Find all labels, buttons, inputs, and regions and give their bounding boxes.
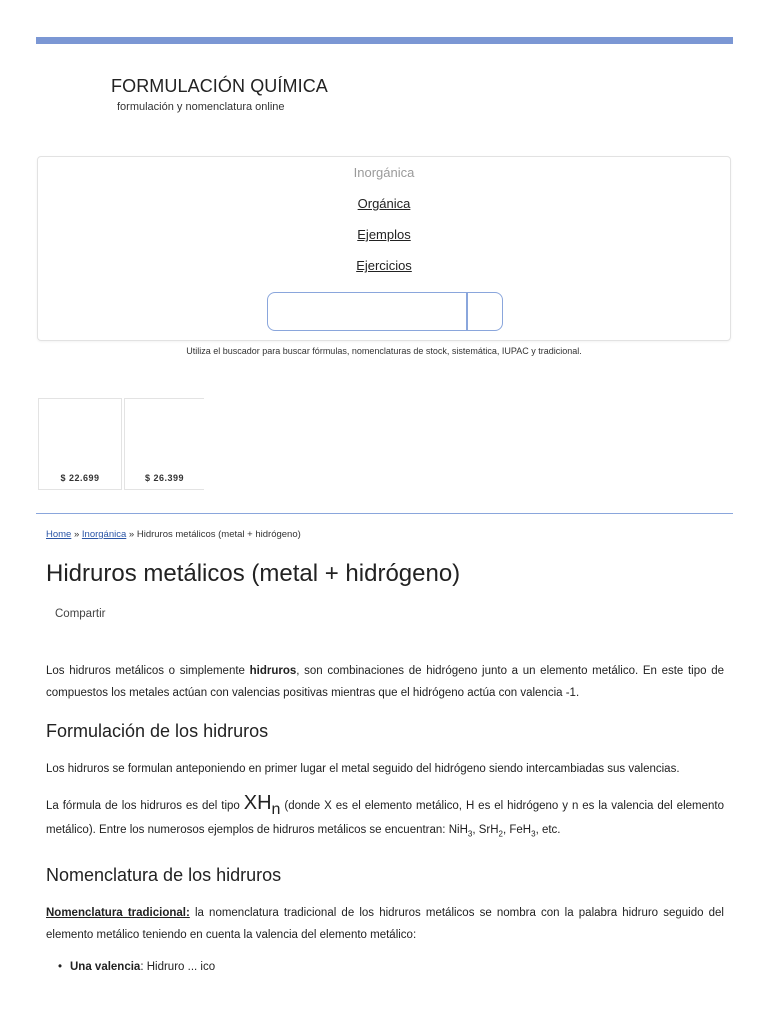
example-subscript: 3 bbox=[531, 829, 536, 839]
nomenclatura-label: Nomenclatura tradicional: bbox=[46, 907, 190, 919]
valencia-list bbox=[70, 961, 215, 973]
list-item-term: Una valencia bbox=[70, 961, 141, 973]
example-separator: , bbox=[472, 824, 479, 836]
list-item bbox=[70, 961, 215, 973]
share-button[interactable]: Compartir bbox=[55, 608, 106, 620]
example-formula: FeH bbox=[509, 824, 532, 836]
breadcrumb-separator: » bbox=[126, 529, 137, 540]
top-accent-bar bbox=[36, 37, 733, 44]
example-subscript: 3 bbox=[467, 829, 473, 839]
breadcrumb-current: Hidruros metálicos (metal + hidrógeno) bbox=[136, 529, 301, 540]
section-heading-formulacion: Formulación de los hidruros bbox=[46, 721, 269, 741]
intro-paragraph bbox=[46, 660, 724, 704]
nav-item-inorganica[interactable]: Inorgánica bbox=[353, 165, 415, 180]
example-subscript: 2 bbox=[498, 829, 503, 839]
section-heading-nomenclatura: Nomenclatura de los hidruros bbox=[46, 865, 282, 885]
intro-text-continued: , son combinaciones de hidrógeno junto a un elemento metálico. En este tipo de compuestos los metales actúan con valencias positivas mientras que el hidrógeno actúa con valencia -1. bbox=[46, 665, 724, 699]
nav-item-organica[interactable]: Orgánica bbox=[357, 196, 411, 211]
page-title: Hidruros metálicos (metal + hidrógeno) bbox=[46, 560, 461, 587]
list-item-text: : Hidruro ... ico bbox=[140, 961, 216, 973]
formula-subscript: n bbox=[271, 801, 281, 818]
example-formula: NiH bbox=[448, 824, 468, 836]
nav-item-ejercicios[interactable]: Ejercicios bbox=[356, 258, 412, 273]
nav-item-ejemplos[interactable]: Ejemplos bbox=[357, 227, 411, 242]
breadcrumb bbox=[46, 529, 301, 540]
search-hint: Utiliza el buscador para buscar fórmulas, nomenclaturas de stock, sistemática, IUPAC y tradicional. bbox=[186, 346, 582, 356]
example-end: , etc. bbox=[535, 824, 561, 836]
nomenclatura-paragraph bbox=[46, 902, 724, 946]
example-formula: SrH bbox=[478, 824, 499, 836]
general-formula bbox=[243, 792, 281, 818]
example-separator: , bbox=[502, 824, 510, 836]
formulacion-paragraph: Los hidruros se formulan anteponiendo en primer lugar el metal seguido del hidrógeno siendo intercambiadas sus valencias. bbox=[46, 763, 680, 775]
breadcrumb-separator: » bbox=[71, 529, 82, 540]
breadcrumb-inorganica-link[interactable]: Inorgánica bbox=[81, 529, 127, 540]
formula-intro-text: La fórmula de los hidruros es del tipo bbox=[46, 800, 244, 812]
ad-price: $ 22.699 bbox=[60, 473, 100, 483]
site-title[interactable]: FORMULACIÓN QUÍMICA bbox=[111, 76, 328, 96]
ad-product-card[interactable] bbox=[38, 398, 122, 490]
formula-main: XH bbox=[243, 792, 272, 814]
nomenclatura-text: la nomenclatura tradicional de los hidruros metálicos se nombra con la palabra hidruro seguido del elemento metálico teniendo en cuenta la valencia del elemento metálico: bbox=[46, 907, 724, 941]
section-divider bbox=[36, 513, 733, 514]
ad-product-card[interactable] bbox=[124, 398, 204, 490]
ad-price: $ 26.399 bbox=[144, 473, 185, 483]
intro-text: Los hidruros metálicos o simplemente bbox=[46, 665, 250, 677]
site-tagline: formulación y nomenclatura online bbox=[117, 101, 285, 113]
main-navigation bbox=[37, 156, 731, 341]
formula-explanation: (donde X es el elemento metálico, H es el hidrógeno y n es la valencia del elemento metálico). Entre los numerosos ejemplos de hidruros metálicos se encuentran: bbox=[46, 800, 724, 836]
breadcrumb-home-link[interactable]: Home bbox=[46, 529, 72, 540]
intro-bold-term: hidruros bbox=[249, 665, 297, 677]
search-input[interactable] bbox=[267, 292, 467, 331]
formula-paragraph bbox=[46, 794, 724, 845]
search-button[interactable] bbox=[467, 292, 503, 331]
